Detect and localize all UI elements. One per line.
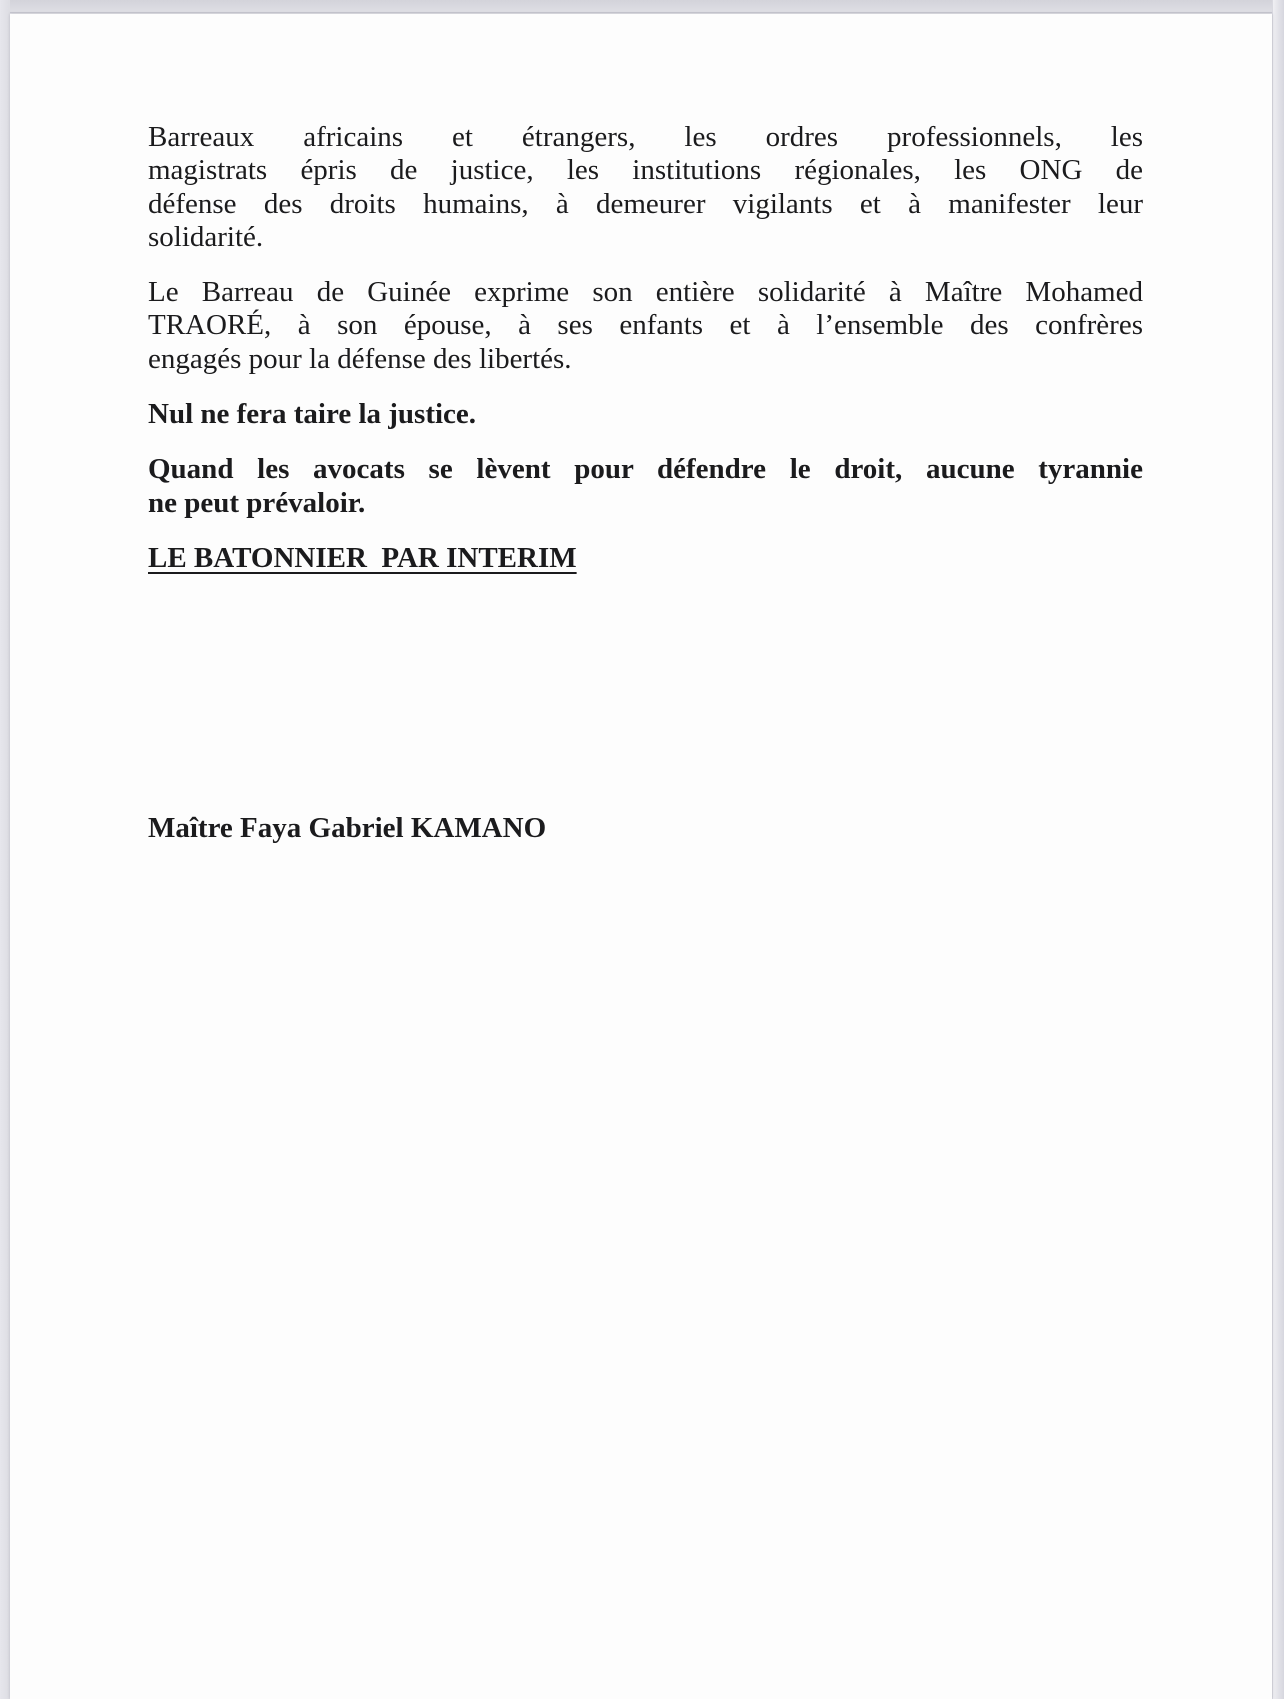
text-line: Le Barreau de Guinée exprime son entière solidarité à Maître Mohamed xyxy=(148,276,1143,309)
statement-avocats xyxy=(148,453,1143,520)
letter-body xyxy=(148,121,1143,846)
paragraph-appeal xyxy=(148,121,1143,254)
signature-space xyxy=(148,597,1143,812)
signature-name xyxy=(148,812,1143,845)
page-right-edge xyxy=(1272,0,1284,1699)
batonnier-title xyxy=(148,542,1143,575)
document-page xyxy=(10,14,1272,1699)
statement-justice xyxy=(148,398,1143,431)
text-line: magistrats épris de justice, les institutions régionales, les ONG de xyxy=(148,154,1143,187)
text-line: Barreaux africains et étrangers, les ordres professionnels, les xyxy=(148,121,1143,153)
text-line: ne peut prévaloir. xyxy=(148,486,366,519)
paragraph-solidarity xyxy=(148,276,1143,376)
text-line: engagés pour la défense des libertés. xyxy=(148,342,572,375)
page-left-edge xyxy=(0,0,10,1699)
text-line: Quand les avocats se lèvent pour défendre le droit, aucune tyrannie xyxy=(148,453,1143,486)
text-line: Nul ne fera taire la justice. xyxy=(148,398,477,431)
text-line: solidarité. xyxy=(148,220,264,253)
text-line: TRAORÉ, à son épouse, à ses enfants et à l’ensemble des confrères xyxy=(148,309,1143,342)
text-line: Maître Faya Gabriel KAMANO xyxy=(148,812,547,845)
text-line: défense des droits humains, à demeurer vigilants et à manifester leur xyxy=(148,187,1143,220)
text-line: LE BATONNIER PAR INTERIM xyxy=(148,541,577,574)
page-top-edge xyxy=(0,0,1284,13)
